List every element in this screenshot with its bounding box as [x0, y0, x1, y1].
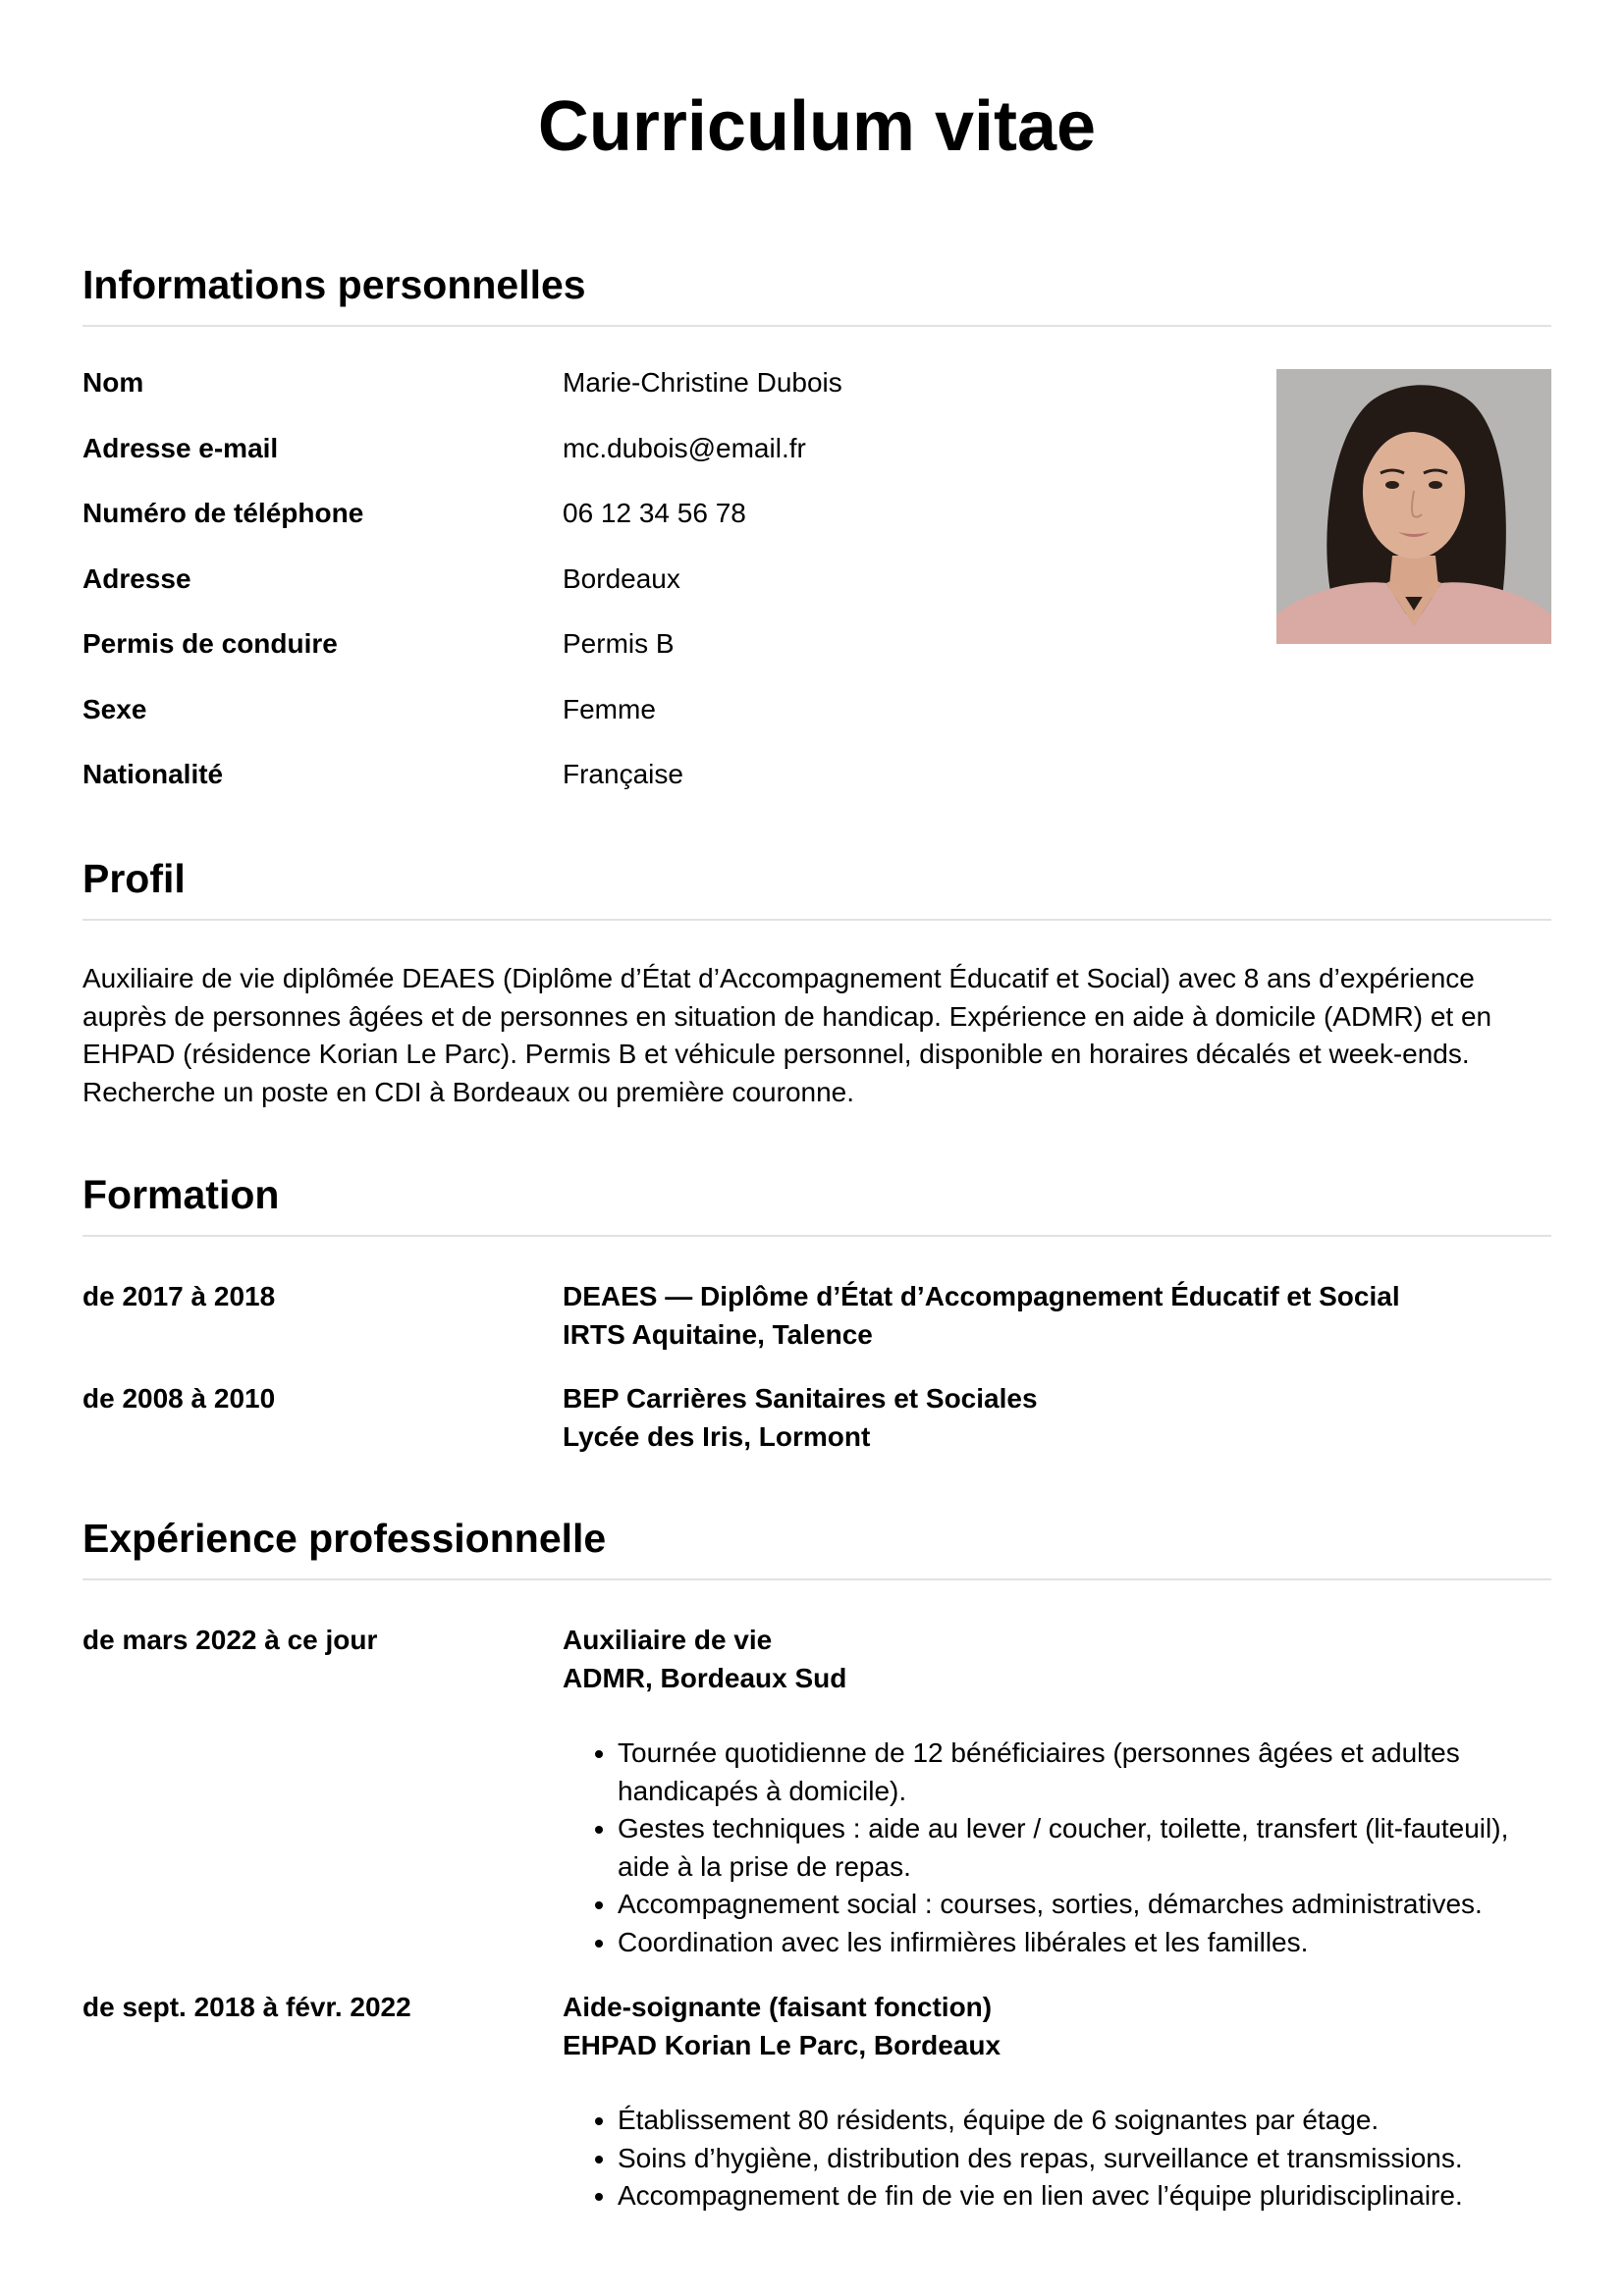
bullet-item: • Soins d’hygiène, distribution des repas, surveillance et transmissions. — [618, 2140, 1551, 2178]
info-label: Nationalité — [82, 759, 224, 789]
info-label: Adresse e-mail — [82, 432, 279, 463]
info-row-email — [82, 429, 1212, 495]
education-entry — [82, 1380, 1551, 1456]
section-heading-education: Formation — [82, 1170, 1551, 1237]
info-row-address — [82, 560, 1212, 625]
section-heading-experience: Expérience professionnelle — [82, 1514, 1551, 1580]
bullet-item: • Tournée quotidienne de 12 bénéficiaires (personnes âgées et adultes handicapés à domicile). — [618, 1735, 1551, 1810]
section-heading-profile: Profil — [82, 854, 1551, 921]
experience-title: Auxiliaire de vie — [563, 1625, 773, 1655]
bullet-item: • Établissement 80 résidents, équipe de 6 soignantes par étage. — [618, 2102, 1551, 2140]
info-value: Bordeaux — [563, 562, 680, 594]
info-value: 06 12 34 56 78 — [563, 498, 746, 528]
bullet-item: • Gestes techniques : aide au lever / coucher, toilette, transfert (lit-fauteuil), aide à la prise de repas. — [618, 1810, 1551, 1886]
education-details — [563, 1278, 1551, 1354]
experience-bullets — [563, 2102, 1551, 2216]
info-row-name — [82, 363, 1212, 429]
education-institution: IRTS Aquitaine, Talence — [563, 1318, 873, 1350]
experience-employer: ADMR, Bordeaux Sud — [563, 1662, 847, 1693]
experience-title: Aide-soignante (faisant fonction) — [563, 1992, 993, 2022]
document-title: Curriculum vitae — [537, 87, 1097, 166]
experience-date: de sept. 2018 à févr. 2022 — [82, 1992, 411, 2022]
info-value: Femme — [563, 693, 656, 724]
info-label: Numéro de téléphone — [82, 498, 364, 528]
experience-employer: EHPAD Korian Le Parc, Bordeaux — [563, 2029, 1001, 2060]
info-value: Française — [563, 759, 683, 789]
education-entry — [82, 1278, 1551, 1354]
experience-entry — [82, 1989, 1551, 2216]
experience-date: de mars 2022 à ce jour — [82, 1625, 378, 1655]
bullet-item: • Accompagnement de fin de vie en lien avec l’équipe pluridisciplinaire. — [618, 2177, 1551, 2216]
experience-entry — [82, 1622, 1551, 1961]
profile-photo — [1276, 369, 1551, 644]
info-row-gender — [82, 690, 1212, 756]
section-heading-personal: Informations personnelles — [82, 260, 1551, 327]
info-label: Sexe — [82, 693, 147, 724]
info-value: Marie-Christine Dubois — [563, 367, 842, 398]
info-row-license — [82, 624, 1212, 690]
profile-summary: Auxiliaire de vie diplômée DEAES (Diplôme d’État d’Accompagnement Éducatif et Social) avec 8 ans d’expérience auprès de personnes âgées et de personnes en situation de handicap. Expérience en aide à domicile (ADMR) et en EHPAD (résidence Korian Le Parc). Permis B et véhicule personnel, disponible en horaires décalés et week-ends. Recherche un poste en CDI à Bordeaux ou première couronne. — [82, 963, 1492, 1107]
info-label: Adresse — [82, 562, 191, 594]
education-title: BEP Carrières Sanitaires et Sociales — [563, 1383, 1038, 1414]
info-value: mc.dubois@email.fr — [563, 432, 806, 463]
education-date: de 2017 à 2018 — [82, 1281, 276, 1311]
education-title: DEAES — Diplôme d’État d’Accompagnement Éducatif et Social — [563, 1281, 1400, 1311]
personal-info-list — [82, 363, 1212, 821]
education-date: de 2008 à 2010 — [82, 1383, 276, 1414]
experience-details — [563, 1622, 1551, 1961]
info-value: Permis B — [563, 628, 675, 659]
education-institution: Lycée des Iris, Lormont — [563, 1420, 871, 1452]
info-row-nationality — [82, 755, 1212, 821]
experience-bullets — [563, 1735, 1551, 1961]
bullet-item: • Accompagnement social : courses, sorties, démarches administratives. — [618, 1886, 1551, 1924]
bullet-item: • Coordination avec les infirmières libérales et les familles. — [618, 1924, 1551, 1962]
info-label: Nom — [82, 367, 144, 398]
info-label: Permis de conduire — [82, 628, 338, 659]
education-details — [563, 1380, 1551, 1456]
info-row-phone — [82, 494, 1212, 560]
experience-details — [563, 1989, 1551, 2216]
